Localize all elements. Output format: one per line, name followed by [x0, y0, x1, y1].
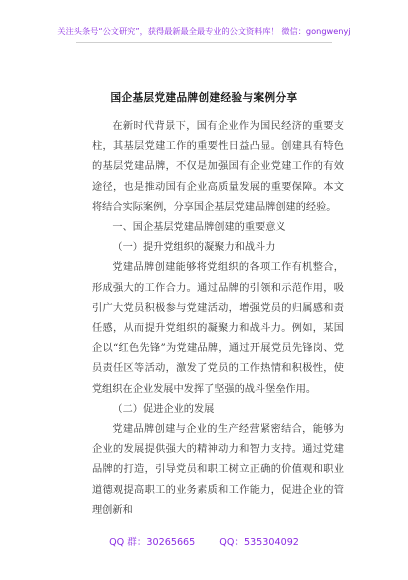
header-divider [76, 42, 332, 43]
paragraph-cohesion: 党建品牌创建能够将党组织的各项工作有机整合，形成强大的工作合力。通过品牌的引领和示范作用，吸引广大党员积极参与党建活动，增强党员的归属感和责任感，从而提升党组织的凝聚力和战斗力。例如，某国企以“红色先锋”为党建品牌，通过开展党员先锋岗、党员责任区等活动，激发了党员的工作热情和积极性，使党组织在企业发展中发挥了坚强的战斗堡垒作用。 [92, 262, 344, 395]
document-title: 国企基层党建品牌创建经验与案例分享 [110, 92, 298, 104]
footer-contact [0, 534, 408, 548]
section-heading-1: 一、国企基层党建品牌创建的重要意义 [112, 222, 286, 234]
subsection-heading-1: （一）提升党组织的凝聚力和战斗力 [112, 242, 276, 254]
paragraph-development: 党建品牌创建与企业的生产经营紧密结合，能够为企业的发展提供强大的精神动力和智力支持。通过党建品牌的打造，引导党员和职工树立正确的价值观和职业道德观提高职工的业务素质和工作能力，促进企业的管理创新和 [92, 424, 344, 516]
subsection-heading-2: （二）促进企业的发展 [112, 403, 215, 415]
footer-qq: QQ：535304092 [219, 537, 299, 548]
paragraph-intro: 在新时代背景下，国有企业作为国民经济的重要支柱，其基层党建工作的重要性日益凸显。创建具有特色的基层党建品牌，不仅是加强国有企业党建工作的有效途径，也是推动国有企业高质量发展的重要保障。本文将结合实际案例，分享国企基层党建品牌创建的经验。 [92, 121, 344, 213]
header-note: 关注头条号“公文研究”，获得最新最全最专业的公文资料库！ 微信：gongwenyj [57, 26, 351, 36]
document-body [92, 117, 344, 521]
footer-qq-group: QQ 群：30265665 [109, 537, 196, 548]
